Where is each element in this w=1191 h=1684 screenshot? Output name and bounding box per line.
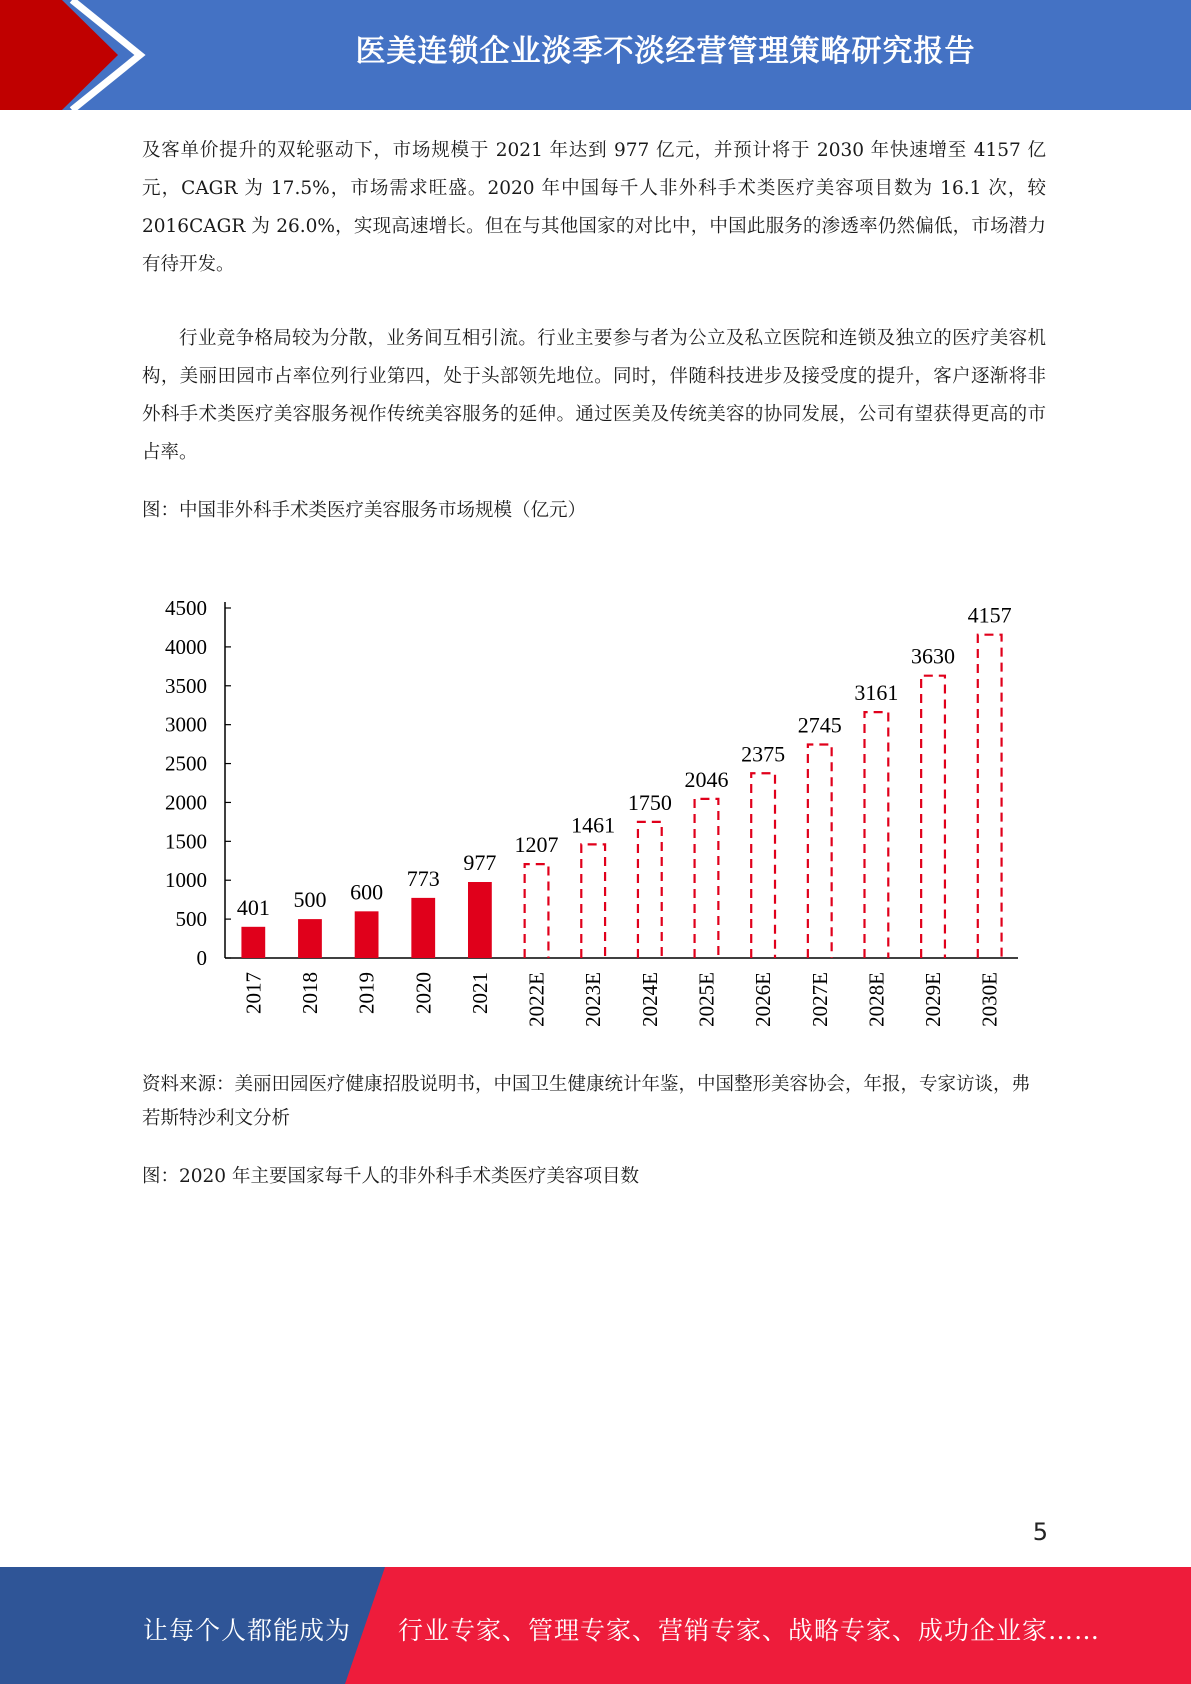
x-tick-label: 2023E — [581, 972, 606, 1027]
header-arrow-decoration — [0, 0, 160, 110]
y-tick-label: 3500 — [165, 673, 207, 698]
x-tick-label: 2021 — [467, 972, 492, 1014]
data-label: 3161 — [854, 680, 899, 706]
bar-estimate — [638, 822, 662, 958]
data-label: 773 — [406, 865, 440, 891]
y-tick-label: 500 — [175, 907, 207, 932]
bar — [468, 882, 492, 958]
bar-estimate — [751, 773, 775, 958]
data-label: 2375 — [741, 741, 786, 767]
y-tick-label: 4500 — [165, 596, 207, 620]
data-label: 977 — [463, 850, 497, 876]
bar — [241, 927, 265, 958]
x-tick-label: 2020 — [411, 972, 436, 1014]
x-tick-label: 2019 — [354, 972, 379, 1014]
figure-caption-per-thousand: 图：2020 年主要国家每千人的非外科手术类医疗美容项目数 — [142, 1166, 639, 1187]
figure-caption-market-size: 图：中国非外科手术类医疗美容服务市场规模（亿元） — [142, 500, 587, 521]
x-tick-label: 2025E — [694, 972, 719, 1027]
footer-slogan-left: 让每个人都能成为 — [143, 1616, 352, 1645]
data-label: 2745 — [797, 712, 842, 738]
data-label: 2046 — [684, 766, 729, 792]
y-tick-label: 2500 — [165, 751, 207, 776]
y-tick-label: 0 — [196, 946, 207, 970]
bar — [355, 911, 379, 958]
bar-estimate — [808, 745, 832, 959]
market-size-bar-chart — [140, 580, 1040, 1040]
page-header — [0, 0, 1191, 110]
bar-estimate — [581, 844, 605, 958]
bar — [298, 919, 322, 958]
x-tick-label: 2017 — [241, 972, 266, 1014]
x-tick-label: 2024E — [637, 972, 662, 1027]
x-tick-label: 2022E — [524, 972, 549, 1027]
y-tick-label: 3000 — [165, 712, 207, 737]
data-label: 3630 — [911, 643, 956, 669]
x-tick-label: 2030E — [977, 972, 1002, 1027]
x-tick-label: 2026E — [751, 972, 776, 1027]
page-footer — [0, 1567, 1191, 1684]
page-number: 5 — [1032, 1518, 1048, 1546]
paragraph-market-size: 及客单价提升的双轮驱动下，市场规模于 2021 年达到 977 亿元，并预计将于 2030 年快速增至 4157 亿元，CAGR 为 17.5%，市场需求旺盛。2020 年中国每千人非外科手术类医疗美容项目数为 16.1 次，较 2016CAGR 为 26.0%，实现高速增长。但在与其他国家的对比中，中国此服务的渗透率仍然偏低，市场潜力有待开发。 — [142, 140, 1046, 275]
x-tick-label: 2018 — [297, 972, 322, 1014]
data-label: 1750 — [627, 789, 672, 815]
footer-slogan-right: 行业专家、管理专家、营销专家、战略专家、成功企业家…… — [398, 1616, 1101, 1645]
bar-estimate — [525, 864, 549, 958]
bar-estimate — [978, 635, 1002, 958]
paragraph-competition: 行业竞争格局较为分散，业务间互相引流。行业主要参与者为公立及私立医院和连锁及独立的医疗美容机构，美丽田园市占率位列行业第四，处于头部领先地位。同时，伴随科技进步及接受度的提升，客户逐渐将非外科手术类医疗美容服务视作传统美容服务的延伸。通过医美及传统美容的协同发展，公司有望获得更高的市占率。 — [142, 328, 1046, 463]
x-tick-label: 2029E — [921, 972, 946, 1027]
body-text — [142, 132, 1046, 528]
bar-estimate — [864, 712, 888, 958]
bar-estimate — [921, 676, 945, 958]
y-tick-label: 2000 — [165, 790, 207, 815]
data-label: 1207 — [514, 832, 559, 858]
y-tick-label: 1000 — [165, 868, 207, 893]
data-label: 600 — [350, 879, 384, 905]
bar-estimate — [695, 799, 719, 958]
data-source-note: 资料来源：美丽田园医疗健康招股说明书，中国卫生健康统计年鉴，中国整形美容协会，年报，专家访谈，弗若斯特沙利文分析 — [142, 1074, 1031, 1129]
data-label: 500 — [293, 887, 327, 913]
data-label: 4157 — [967, 602, 1012, 628]
data-label: 401 — [236, 894, 270, 920]
x-tick-label: 2028E — [864, 972, 889, 1027]
y-tick-label: 1500 — [165, 829, 207, 854]
x-tick-label: 2027E — [807, 972, 832, 1027]
data-label: 1461 — [571, 812, 616, 838]
report-title: 医美连锁企业淡季不淡经营管理策略研究报告 — [355, 34, 976, 69]
y-tick-label: 4000 — [165, 634, 207, 659]
bar — [411, 898, 435, 958]
